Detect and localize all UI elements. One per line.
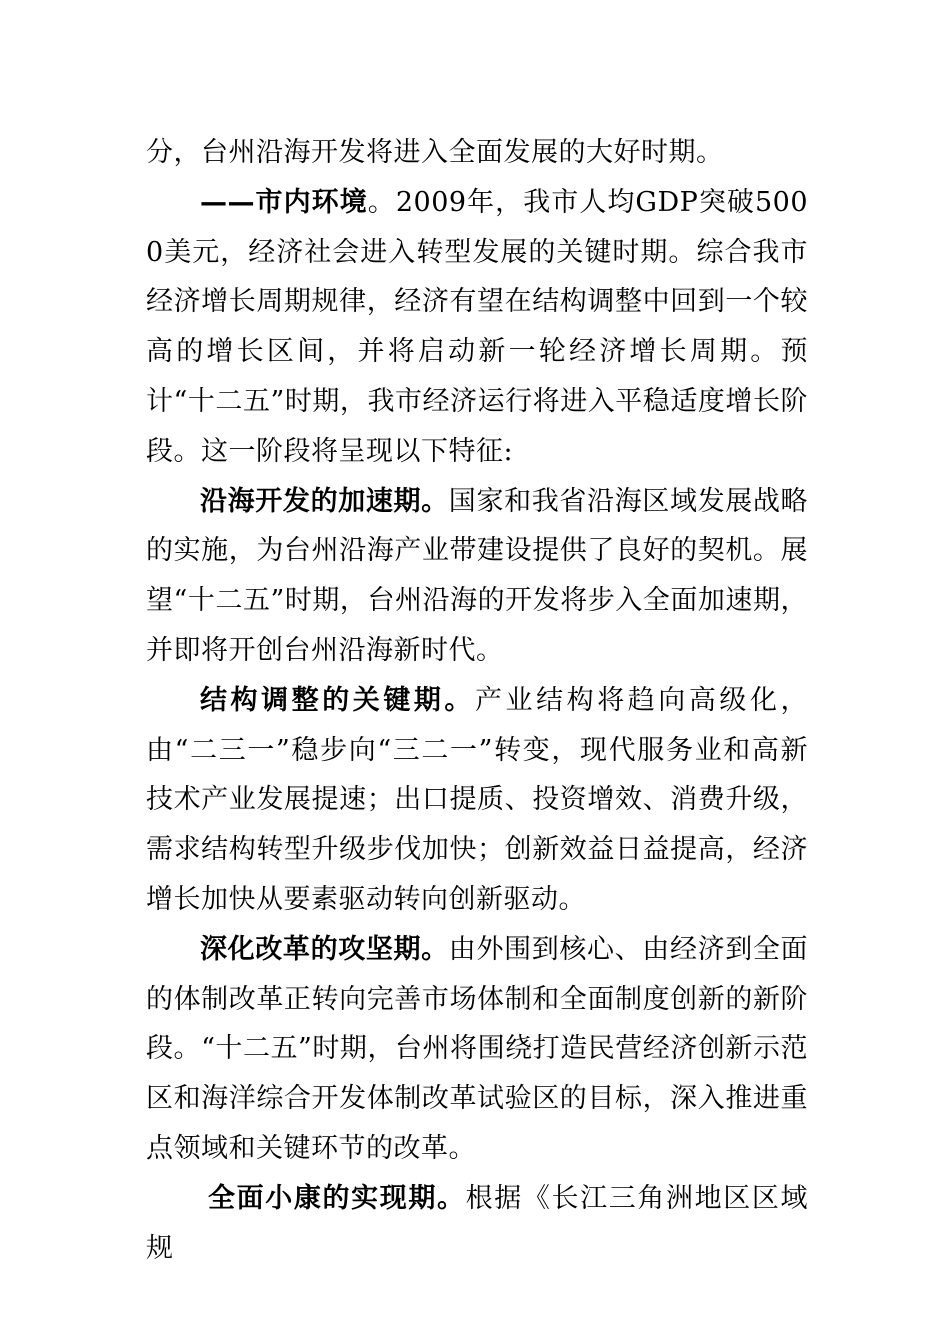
paragraph-text: 国家和我省沿海区域发展战略的实施，为台州沿海产业带建设提供了良好的契机。展望“十二五”时期，台州沿海的开发将步入全面加速期，并即将开创台州沿海新时代。 [146,485,809,666]
paragraph-domestic-environment [146,178,808,477]
paragraph-heading: 沿海开发的加速期。 [200,485,449,517]
paragraph-coastal-development [146,477,808,676]
paragraph-text: 分，台州沿海开发将进入全面发展的大好时期。 [146,137,724,168]
paragraph-continuation [146,128,808,178]
paragraph-moderate-prosperity [146,1174,808,1274]
paragraph-heading: 深化改革的攻坚期。 [200,933,449,965]
paragraph-heading: 结构调整的关键期。 [200,684,475,716]
paragraph-deepening-reform [146,925,808,1174]
paragraph-text: 根据《长江三角洲地区区域规 [146,1182,808,1264]
paragraph-structural-adjustment [146,676,808,925]
paragraph-text: 产业结构将趋向高级化，由“二三一”稳步向“三二一”转变，现代服务业和高新技术产业发展提速；出口提质、投资增效、消费升级，需求结构转型升级步伐加快；创新效益日益提高，经济增长加快从要素驱动转向创新驱动。 [146,684,809,915]
document-page [146,128,808,1273]
paragraph-heading: 全面小康的实现期。 [208,1182,466,1214]
paragraph-heading: ——市内环境 [200,186,368,218]
paragraph-text: 由外围到核心、由经济到全面的体制改革正转向完善市场体制和全面制度创新的新阶段。“十二五”时期，台州将围绕打造民营经济创新示范区和海洋综合开发体制改革试验区的目标，深入推进重点领域和关键环节的改革。 [146,933,809,1164]
paragraph-text: 。2009年，我市人均GDP突破5000美元，经济社会进入转型发展的关键时期。综合我市经济增长周期规律，经济有望在结构调整中回到一个较高的增长区间，并将启动新一轮经济增长周期。预计“十二五”时期，我市经济运行将进入平稳适度增长阶段。这一阶段将呈现以下特征: [146,186,809,467]
